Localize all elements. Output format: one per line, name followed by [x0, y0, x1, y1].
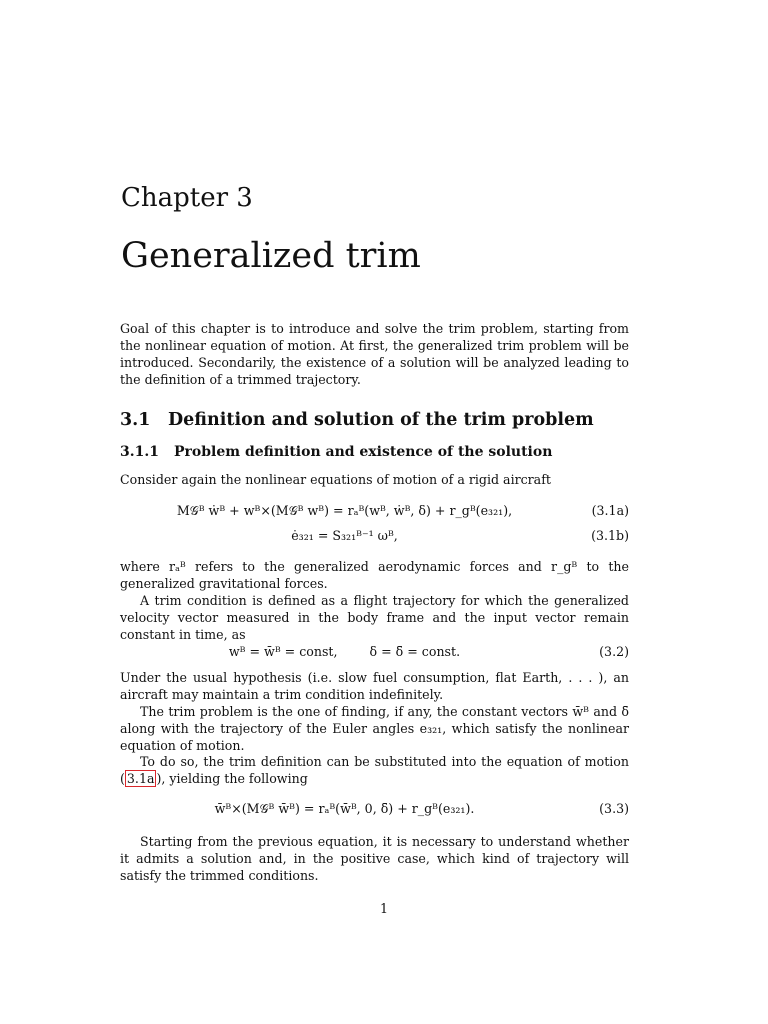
equation-3-2-expression: wᴮ = w̄ᴮ = const, δ = δ̄ = const. [228, 644, 461, 659]
equation-3-1b-number: (3.1b) [591, 528, 629, 543]
equation-3-2-number: (3.2) [599, 644, 629, 659]
subsection-number: 3.1.1 [120, 444, 159, 460]
page-number: 1 [379, 901, 388, 916]
subsection-title: Problem definition and existence of the solution [174, 444, 553, 460]
intro-paragraph: Goal of this chapter is to introduce and solve the trim problem, starting from the nonlinear equation of motion. At first, the generalized trim problem will be introduced. Secondarily, the existence of a solution will be analyzed leading to the definition of a trimmed trajectory. [120, 321, 629, 387]
chapter-label: Chapter 3 [121, 183, 253, 213]
paragraph-where: where rₐᴮ refers to the generalized aerodynamic forces and r_gᴮ to the generalized gravitational forces. [120, 559, 629, 591]
section-number: 3.1 [120, 410, 151, 430]
paragraph-trim-definition: A trim condition is defined as a flight trajectory for which the generalized velocity vector measured in the body frame and the input vector remain constant in time, as [120, 593, 629, 642]
substitution-text-before: To do so, the trim definition can be substituted into the equation of motion ( [120, 754, 629, 786]
equation-3-1a-expression: M𝒢ᴮ ẇᴮ + wᴮ×(M𝒢ᴮ wᴮ) = rₐᴮ(wᴮ, ẇᴮ, δ) + r_gᴮ(e₃₂₁), [176, 503, 513, 518]
equation-3-1a-number: (3.1a) [591, 503, 629, 518]
equation-3-1a [120, 501, 629, 521]
paragraph-substitution [120, 753, 629, 787]
equation-3-3 [120, 799, 629, 819]
equation-3-3-number: (3.3) [599, 801, 629, 816]
paragraph-consider: Consider again the nonlinear equations of motion of a rigid aircraft [120, 472, 551, 487]
equation-3-3-expression: w̄ᴮ×(M𝒢ᴮ w̄ᴮ) = rₐᴮ(w̄ᴮ, 0, δ̄) + r_gᴮ(e₃₂₁). [214, 801, 475, 816]
equation-3-1b-expression: ė₃₂₁ = S₃₂₁ᴮ⁻¹ ωᴮ, [291, 528, 398, 543]
chapter-title: Generalized trim [121, 236, 421, 276]
section-title: Definition and solution of the trim problem [168, 410, 594, 430]
substitution-text-after: ), yielding the following [156, 771, 308, 786]
paragraph-conclusion: Starting from the previous equation, it is necessary to understand whether it admits a solution and, in the positive case, which kind of trajectory will satisfy the trimmed conditions. [120, 834, 629, 883]
equation-3-2 [120, 642, 629, 662]
subsection-heading [120, 444, 552, 460]
equation-reference-link[interactable]: 3.1a [126, 771, 155, 786]
section-heading [120, 410, 594, 430]
paragraph-hypothesis: Under the usual hypothesis (i.e. slow fuel consumption, flat Earth, . . . ), an aircraft may maintain a trim condition indefinitely. [120, 670, 629, 702]
paragraph-trim-problem: The trim problem is the one of finding, if any, the constant vectors w̄ᴮ and δ̄ along with the trajectory of the Euler angles e₃₂₁, which satisfy the nonlinear equation of motion. [120, 704, 629, 753]
equation-3-1b [120, 526, 629, 546]
